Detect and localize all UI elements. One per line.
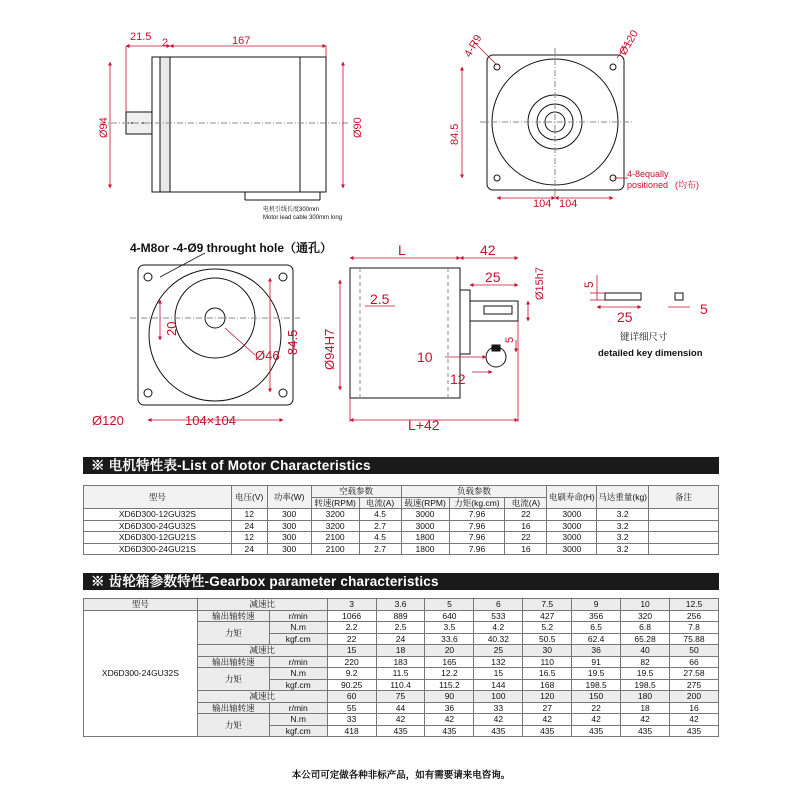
dim-84-5-front: 84.5: [449, 123, 461, 145]
gb-ratio-cell: 18: [376, 645, 425, 657]
dim-phi94h7: Ø94H7: [322, 328, 337, 370]
dim-4r9: 4-R9: [462, 32, 485, 60]
motor-row: [84, 543, 719, 555]
motor-cell: 2100: [311, 543, 359, 555]
dim-42: 42: [480, 242, 496, 258]
gb-model-header: 型号: [84, 599, 198, 611]
note-equal: 4-8equally: [627, 169, 669, 179]
dim-L: L: [398, 242, 406, 258]
gb-torque-kgf-cell: 168: [523, 679, 572, 691]
gb-torque-kgf-cell: 435: [572, 725, 621, 737]
gb-speed-cell: 356: [572, 610, 621, 622]
gb-torque-kgf-cell: 62.4: [572, 633, 621, 645]
motor-table: [83, 485, 719, 555]
gb-unit-kgf: kgf.cm: [269, 725, 327, 737]
motor-table-title: ※ 电机特性表-List of Motor Characteristics: [83, 457, 719, 474]
motor-cell: 3000: [547, 543, 597, 555]
gb-speed-cell: 320: [621, 610, 670, 622]
motor-cell: 3000: [547, 509, 597, 521]
side-view: [100, 57, 350, 200]
motor-cell: 2100: [311, 532, 359, 544]
gb-speed-cell: 110: [523, 656, 572, 668]
gb-speed-cell: 82: [621, 656, 670, 668]
gb-torque-nm-cell: 6.8: [621, 622, 670, 634]
gb-ratio-cell: 36: [572, 645, 621, 657]
gb-speed-cell: 22: [572, 702, 621, 714]
motor-remark-cell: [649, 532, 719, 544]
gb-ratio-cell: 6: [474, 599, 523, 611]
motor-cell: XD6D300-24GU21S: [84, 543, 232, 555]
gb-ratio-cell: 7.5: [523, 599, 572, 611]
dim-25: 25: [485, 269, 501, 285]
key-dim-5b: 5: [700, 301, 708, 317]
gb-torque-kgf-cell: 435: [670, 725, 719, 737]
gb-torque-nm-cell: 42: [523, 714, 572, 726]
gb-speed-cell: 1066: [327, 610, 376, 622]
gb-ratio-cell: 60: [327, 691, 376, 703]
footer-note: 本公司可定做各种非标产品，如有需要请来电咨询。: [291, 770, 511, 781]
gb-model-cell: XD6D300-24GU32S: [84, 610, 198, 737]
cable-note-cn: 电机引线长度300mm: [263, 207, 320, 213]
motor-cell: 16: [505, 520, 547, 532]
gb-ratio-cell: 120: [523, 691, 572, 703]
gb-unit-kgf: kgf.cm: [269, 633, 327, 645]
gb-torque-kgf-cell: 90.25: [327, 679, 376, 691]
hdr-remark: 备注: [649, 486, 719, 509]
gb-torque-nm-cell: 27.58: [670, 668, 719, 680]
gb-ratio-cell: 75: [376, 691, 425, 703]
gb-torque-nm-cell: 3.5: [425, 622, 474, 634]
gb-unit-rmin: r/min: [269, 656, 327, 668]
dim-12: 12: [450, 371, 466, 387]
gb-speed-cell: 55: [327, 702, 376, 714]
dim-phi90: Ø90: [352, 117, 364, 138]
gb-torque-nm-cell: 9.2: [327, 668, 376, 680]
gb-torque-kgf-cell: 22: [327, 633, 376, 645]
dim-167: 167: [232, 35, 251, 47]
gb-torque-kgf-cell: 418: [327, 725, 376, 737]
gb-unit-nm: N.m: [269, 714, 327, 726]
gb-speed-cell: 533: [474, 610, 523, 622]
gb-ratio-cell: 3: [327, 599, 376, 611]
gb-unit-nm: N.m: [269, 622, 327, 634]
hdr-torque: 力矩(kg.cm): [449, 497, 505, 509]
cable-note-en: Motor lead cable 300mm long: [263, 215, 343, 221]
gb-unit-rmin: r/min: [269, 610, 327, 622]
dim-phi15h7: Ø15h7: [534, 266, 546, 300]
dim-104-b: 104: [559, 198, 578, 210]
gb-torque-nm-cell: 19.5: [621, 668, 670, 680]
gb-torque-kgf-cell: 33.6: [425, 633, 474, 645]
motor-cell: 24: [231, 543, 267, 555]
key-dims: [590, 275, 690, 307]
gb-torque-kgf-cell: 275: [670, 679, 719, 691]
gb-torque-kgf-cell: 435: [425, 725, 474, 737]
motor-cell: 300: [267, 543, 311, 555]
gb-torque-nm-cell: 12.2: [425, 668, 474, 680]
gb-speed-cell: 66: [670, 656, 719, 668]
motor-cell: 24: [231, 520, 267, 532]
gb-speed-cell: 18: [621, 702, 670, 714]
motor-remark-cell: [649, 509, 719, 521]
note-positioned: positioned: [627, 180, 669, 190]
motor-cell: 7.96: [449, 532, 505, 544]
gb-ratio-label: 减速比: [197, 599, 327, 611]
dim-2-5: 2.5: [370, 291, 390, 307]
gb-torque-kgf-cell: 75.88: [670, 633, 719, 645]
motor-cell: XD6D300-12GU21S: [84, 532, 232, 544]
gb-torque-nm-cell: 42: [474, 714, 523, 726]
motor-cell: 3000: [401, 509, 449, 521]
dim-phi94: Ø94: [98, 117, 110, 138]
key-label-en: detailed key dimension: [598, 348, 703, 359]
gb-speed-row: [84, 610, 719, 622]
gb-speed-cell: 220: [327, 656, 376, 668]
gb-speed-cell: 427: [523, 610, 572, 622]
motor-cell: 1800: [401, 532, 449, 544]
hdr-voltage: 电压(V): [231, 486, 267, 509]
gb-torque-nm-cell: 19.5: [572, 668, 621, 680]
gb-torque-nm-cell: 16.5: [523, 668, 572, 680]
gb-speed-cell: 91: [572, 656, 621, 668]
gb-speed-cell: 36: [425, 702, 474, 714]
dim-21-5: 21.5: [130, 31, 152, 43]
gb-torque-nm-cell: 4.2: [474, 622, 523, 634]
gb-speed-cell: 27: [523, 702, 572, 714]
gb-unit-nm: N.m: [269, 668, 327, 680]
gearbox-table-title: ※ 齿轮箱参数特性-Gearbox parameter characteristics: [83, 573, 719, 590]
dim-20: 20: [164, 321, 179, 336]
hdr-lspeed: 载速(RPM): [401, 497, 449, 509]
motor-cell: 300: [267, 509, 311, 521]
dim-104x104: 104×104: [185, 413, 236, 428]
shaft-view: [350, 268, 518, 398]
motor-remark-cell: [649, 520, 719, 532]
motor-cell: 3.2: [597, 520, 649, 532]
gb-torque-nm-cell: 15: [474, 668, 523, 680]
gb-ratio-cell: 150: [572, 691, 621, 703]
gb-speed-cell: 889: [376, 610, 425, 622]
gb-ratio-label: 减速比: [197, 645, 327, 657]
gb-torque-kgf-cell: 435: [376, 725, 425, 737]
motor-row: [84, 532, 719, 544]
motor-cell: 7.96: [449, 520, 505, 532]
gb-speed-cell: 44: [376, 702, 425, 714]
flange-view: [130, 265, 300, 405]
gb-torque-kgf-cell: 110.4: [376, 679, 425, 691]
gb-unit-kgf: kgf.cm: [269, 679, 327, 691]
gb-ratio-cell: 5: [425, 599, 474, 611]
motor-cell: XD6D300-24GU32S: [84, 520, 232, 532]
gb-torque-kgf-cell: 115.2: [425, 679, 474, 691]
gb-torque-nm-cell: 33: [327, 714, 376, 726]
gb-ratio-cell: 100: [474, 691, 523, 703]
dim-phi46: Ø46: [255, 348, 280, 363]
dim-2: 2: [162, 37, 169, 49]
gb-ratio-cell: 200: [670, 691, 719, 703]
motor-cell: 22: [505, 509, 547, 521]
motor-cell: 3200: [311, 520, 359, 532]
gb-torque-label: 力矩: [197, 622, 269, 645]
gb-torque-kgf-cell: 435: [621, 725, 670, 737]
hdr-lcurrent: 电流(A): [505, 497, 547, 509]
gb-ratio-cell: 10: [621, 599, 670, 611]
motor-cell: XD6D300-12GU32S: [84, 509, 232, 521]
gb-speed-cell: 132: [474, 656, 523, 668]
gb-torque-kgf-cell: 198.5: [572, 679, 621, 691]
gb-ratio-cell: 180: [621, 691, 670, 703]
dim-104-a: 104: [533, 198, 552, 210]
motor-cell: 300: [267, 520, 311, 532]
motor-cell: 12: [231, 509, 267, 521]
key-dim-5a: 5: [582, 281, 596, 288]
gb-ratio-cell: 90: [425, 691, 474, 703]
gb-torque-nm-cell: 5.2: [523, 622, 572, 634]
gb-ratio-label: 减速比: [197, 691, 327, 703]
key-dim-25: 25: [617, 309, 633, 325]
gb-torque-kgf-cell: 144: [474, 679, 523, 691]
motor-cell: 1800: [401, 543, 449, 555]
gb-torque-nm-cell: 11.5: [376, 668, 425, 680]
key-detail: [605, 293, 683, 300]
motor-cell: 7.96: [449, 543, 505, 555]
gb-ratio-cell: 9: [572, 599, 621, 611]
dim-L-plus-42: L+42: [408, 417, 440, 433]
motor-cell: 3.2: [597, 509, 649, 521]
gearbox-table: [83, 598, 719, 737]
motor-remark-cell: [649, 543, 719, 555]
dim-84-5-flange: 84.5: [285, 329, 300, 355]
motor-cell: 4.5: [359, 509, 401, 521]
gb-speed-cell: 33: [474, 702, 523, 714]
gb-ratio-cell: 15: [327, 645, 376, 657]
gb-ratio-row: [84, 599, 719, 611]
hdr-weight: 马达重量(kg): [597, 486, 649, 509]
motor-cell: 16: [505, 543, 547, 555]
gb-torque-nm-cell: 2.2: [327, 622, 376, 634]
gb-ratio-cell: 30: [523, 645, 572, 657]
motor-row: [84, 520, 719, 532]
gb-torque-kgf-cell: 198.5: [621, 679, 670, 691]
motor-cell: 3.2: [597, 532, 649, 544]
gb-speed-cell: 640: [425, 610, 474, 622]
hdr-model: 型号: [84, 486, 232, 509]
front-view: [480, 48, 632, 198]
dim-5-shaft: 5: [504, 336, 516, 343]
gb-speed-cell: 183: [376, 656, 425, 668]
gb-ratio-cell: 50: [670, 645, 719, 657]
gb-torque-kgf-cell: 435: [474, 725, 523, 737]
dim-phi120: Ø120: [92, 413, 124, 428]
gb-torque-kgf-cell: 435: [523, 725, 572, 737]
gb-unit-rmin: r/min: [269, 702, 327, 714]
motor-cell: 12: [231, 532, 267, 544]
hdr-load: 负载参数: [401, 486, 547, 498]
gb-torque-nm-cell: 7.8: [670, 622, 719, 634]
hdr-current: 电流(A): [359, 497, 401, 509]
motor-cell: 3000: [547, 532, 597, 544]
gb-torque-kgf-cell: 50.5: [523, 633, 572, 645]
motor-cell: 2.7: [359, 543, 401, 555]
gb-ratio-cell: 40: [621, 645, 670, 657]
gb-speed-cell: 165: [425, 656, 474, 668]
gb-speed-label: 输出轴转速: [197, 702, 269, 714]
gb-torque-kgf-cell: 24: [376, 633, 425, 645]
motor-cell: 3.2: [597, 543, 649, 555]
hdr-power: 功率(W): [267, 486, 311, 509]
gb-speed-cell: 256: [670, 610, 719, 622]
gb-torque-label: 力矩: [197, 714, 269, 737]
gb-torque-label: 力矩: [197, 668, 269, 691]
gb-speed-label: 输出轴转速: [197, 610, 269, 622]
gb-torque-nm-cell: 42: [376, 714, 425, 726]
motor-cell: 2.7: [359, 520, 401, 532]
motor-cell: 3000: [547, 520, 597, 532]
dim-10: 10: [417, 349, 433, 365]
gb-torque-nm-cell: 42: [572, 714, 621, 726]
dim-phi120-front: Ø120: [617, 28, 642, 58]
gb-ratio-cell: 3.6: [376, 599, 425, 611]
hdr-speed: 转速(RPM): [311, 497, 359, 509]
gb-torque-kgf-cell: 40.32: [474, 633, 523, 645]
gb-torque-nm-cell: 42: [621, 714, 670, 726]
motor-cell: 4.5: [359, 532, 401, 544]
motor-cell: 7.96: [449, 509, 505, 521]
gb-speed-cell: 16: [670, 702, 719, 714]
gb-speed-label: 输出轴转速: [197, 656, 269, 668]
hdr-life: 电刷寿命(H): [547, 486, 597, 509]
key-label-cn: 键详细尺寸: [620, 332, 668, 343]
gb-torque-nm-cell: 2.5: [376, 622, 425, 634]
hdr-noload: 空载参数: [311, 486, 401, 498]
motor-cell: 22: [505, 532, 547, 544]
gb-ratio-cell: 12.5: [670, 599, 719, 611]
flange-title: 4-M8or -4-Ø9 throught hole（通孔）: [130, 241, 332, 255]
gb-ratio-cell: 25: [474, 645, 523, 657]
gb-torque-nm-cell: 6.5: [572, 622, 621, 634]
gb-torque-nm-cell: 42: [425, 714, 474, 726]
motor-cell: 3200: [311, 509, 359, 521]
gb-ratio-cell: 20: [425, 645, 474, 657]
motor-cell: 3000: [401, 520, 449, 532]
gb-torque-nm-cell: 42: [670, 714, 719, 726]
note-cn: (均布): [675, 180, 699, 190]
motor-cell: 300: [267, 532, 311, 544]
gb-torque-kgf-cell: 65.28: [621, 633, 670, 645]
motor-row: [84, 509, 719, 521]
